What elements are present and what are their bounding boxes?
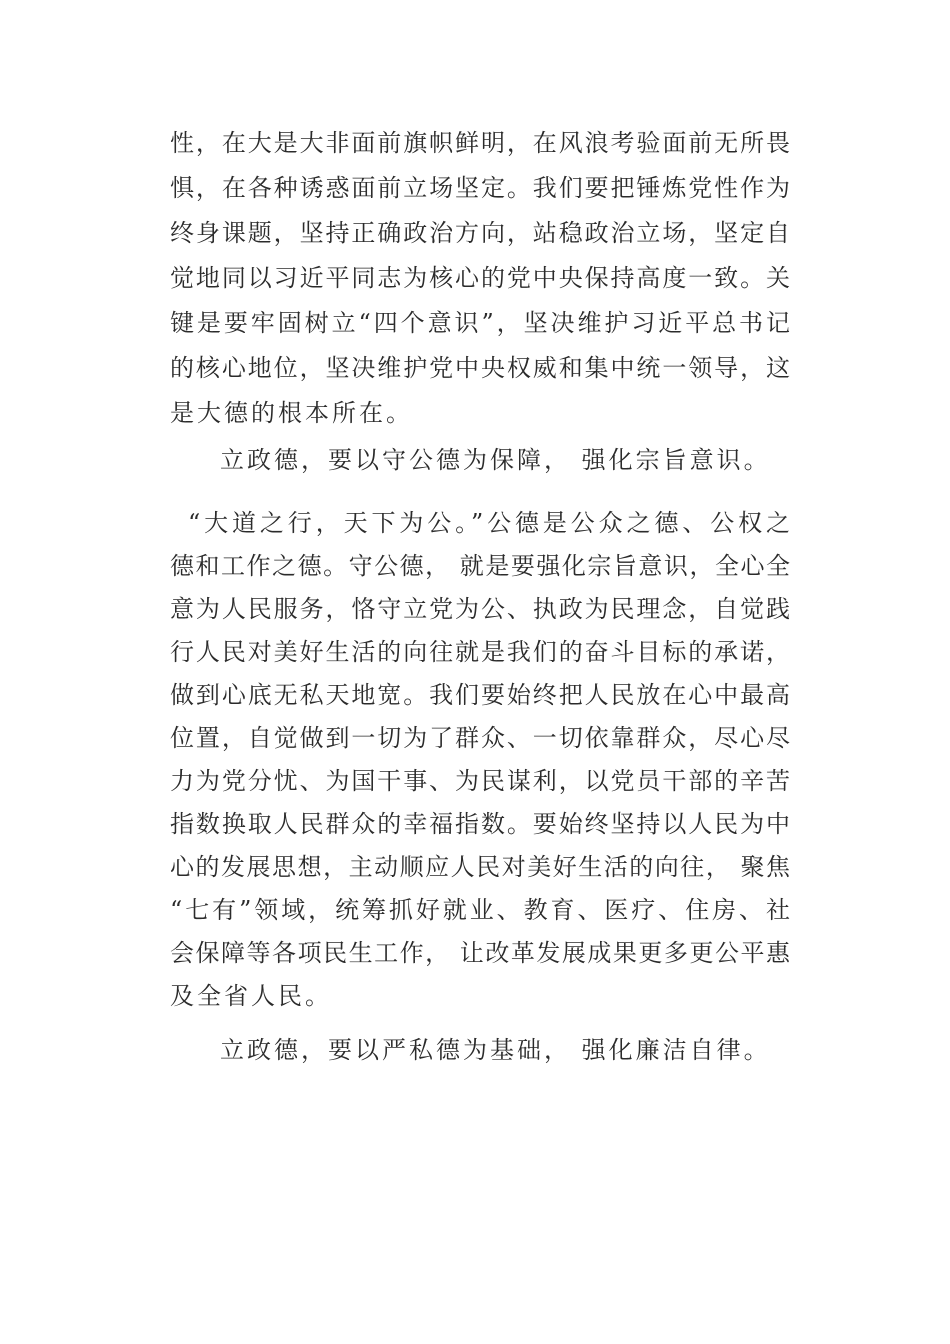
paragraph-1-line-4: 觉地同以习近平同志为核心的党中央保持高度一致。关	[170, 264, 790, 292]
paragraph-2-line-4: 行人民对美好生活的向往就是我们的奋斗目标的承诺，	[170, 638, 790, 666]
paragraph-1-line-5: 键是要牢固树立“四个意识”，坚决维护习近平总书记	[170, 309, 790, 337]
paragraph-2-line-7: 力为党分忧、为国干事、为民谋利，以党员干部的辛苦	[170, 767, 790, 795]
section-heading-private-morality: 立政德，要以严私德为基础， 强化廉洁自律。	[220, 1036, 771, 1064]
paragraph-2-line-2: 德和工作之德。守公德， 就是要强化宗旨意识，全心全	[170, 552, 790, 580]
paragraph-1-line-6: 的核心地位，坚决维护党中央权威和集中统一领导，这	[170, 354, 790, 382]
paragraph-1-line-7: 是大德的根本所在。	[170, 399, 413, 427]
paragraph-1-line-3: 终身课题，坚持正确政治方向，站稳政治立场，坚定自	[170, 219, 790, 247]
paragraph-1-line-2: 惧，在各种诱惑面前立场坚定。我们要把锤炼党性作为	[170, 174, 790, 202]
paragraph-2-line-6: 位置，自觉做到一切为了群众、一切依靠群众，尽心尽	[170, 724, 790, 752]
paragraph-2-line-1: “大道之行，天下为公。”公德是公众之德、公权之	[188, 509, 790, 537]
paragraph-2-line-12: 及全省人民。	[170, 982, 332, 1010]
paragraph-2-line-9: 心的发展思想，主动顺应人民对美好生活的向往， 聚焦	[170, 853, 790, 881]
paragraph-2-line-5: 做到心底无私天地宽。我们要始终把人民放在心中最高	[170, 681, 790, 709]
paragraph-2-line-3: 意为人民服务，恪守立党为公、执政为民理念，自觉践	[170, 595, 790, 623]
section-heading-public-morality: 立政德，要以守公德为保障， 强化宗旨意识。	[220, 446, 771, 474]
paragraph-2-line-8: 指数换取人民群众的幸福指数。要始终坚持以人民为中	[170, 810, 790, 838]
paragraph-2-line-10: “七有”领域，统筹抓好就业、教育、医疗、住房、社	[170, 896, 790, 924]
paragraph-1-line-1: 性，在大是大非面前旗帜鲜明，在风浪考验面前无所畏	[170, 129, 790, 157]
paragraph-2-line-11: 会保障等各项民生工作， 让改革发展成果更多更公平惠	[170, 939, 790, 967]
